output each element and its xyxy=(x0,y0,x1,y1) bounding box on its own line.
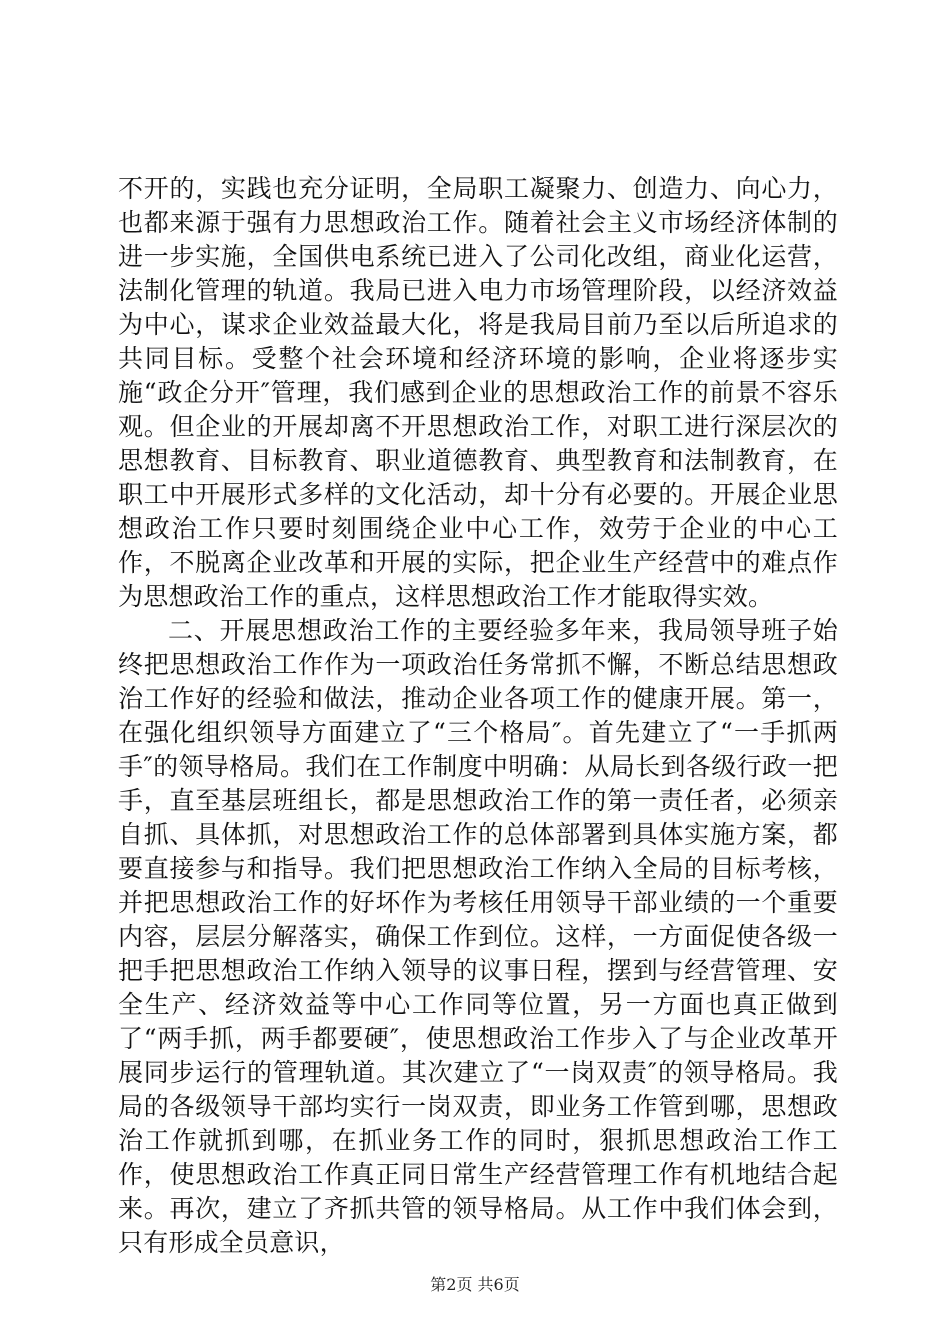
document-body xyxy=(118,172,838,1260)
page-number-footer: 第2页 共6页 xyxy=(430,1275,520,1294)
paragraph-continuation: 不开的，实践也充分证明，全局职工凝聚力、创造力、向心力，也都来源于强有力思想政治工作。随着社会主义市场经济体制的进一步实施，全国供电系统已进入了公司化改组，商业化运营，法制化管理的轨道。我局已进入电力市场管理阶段，以经济效益为中心，谋求企业效益最大化，将是我局目前乃至以后所追求的共同目标。受整个社会环境和经济环境的影响，企业将逐步实施“政企分开″管理，我们感到企业的思想政治工作的前景不容乐观。但企业的开展却离不开思想政治工作，对职工进行深层次的思想教育、目标教育、职业道德教育、典型教育和法制教育，在职工中开展形式多样的文化活动，却十分有必要的。开展企业思想政治工作只要时刻围绕企业中心工作，效劳于企业的中心工作，不脱离企业改革和开展的实际，把企业生产经营中的难点作为思想政治工作的重点，这样思想政治工作才能取得实效。 xyxy=(118,174,838,611)
paragraph-section-two: 二、开展思想政治工作的主要经验多年来，我局领导班子始终把思想政治工作作为一项政治任务常抓不懈，不断总结思想政治工作好的经验和做法，推动企业各项工作的健康开展。第一，在强化组织领导方面建立了“三个格局″。首先建立了“一手抓两手″的领导格局。我们在工作制度中明确：从局长到各级行政一把手，直至基层班组长，都是思想政治工作的第一责任者，必须亲自抓、具体抓，对思想政治工作的总体部署到具体实施方案，都要直接参与和指导。我们把思想政治工作纳入全局的目标考核，并把思想政治工作的好坏作为考核任用领导干部业绩的一个重要内容，层层分解落实，确保工作到位。这样，一方面促使各级一把手把思想政治工作纳入领导的议事日程，摆到与经营管理、安全生产、经济效益等中心工作同等位置，另一方面也真正做到了“两手抓，两手都要硬″，使思想政治工作步入了与企业改革开展同步运行的管理轨道。其次建立了“一岗双责″的领导格局。我局的各级领导干部均实行一岗双责，即业务工作管到哪，思想政治工作就抓到哪，在抓业务工作的同时，狠抓思想政治工作工作，使思想政治工作真正同日常生产经营管理工作有机地结合起来。再次，建立了齐抓共管的领导格局。从工作中我们体会到，只有形成全员意识， xyxy=(118,616,838,1257)
